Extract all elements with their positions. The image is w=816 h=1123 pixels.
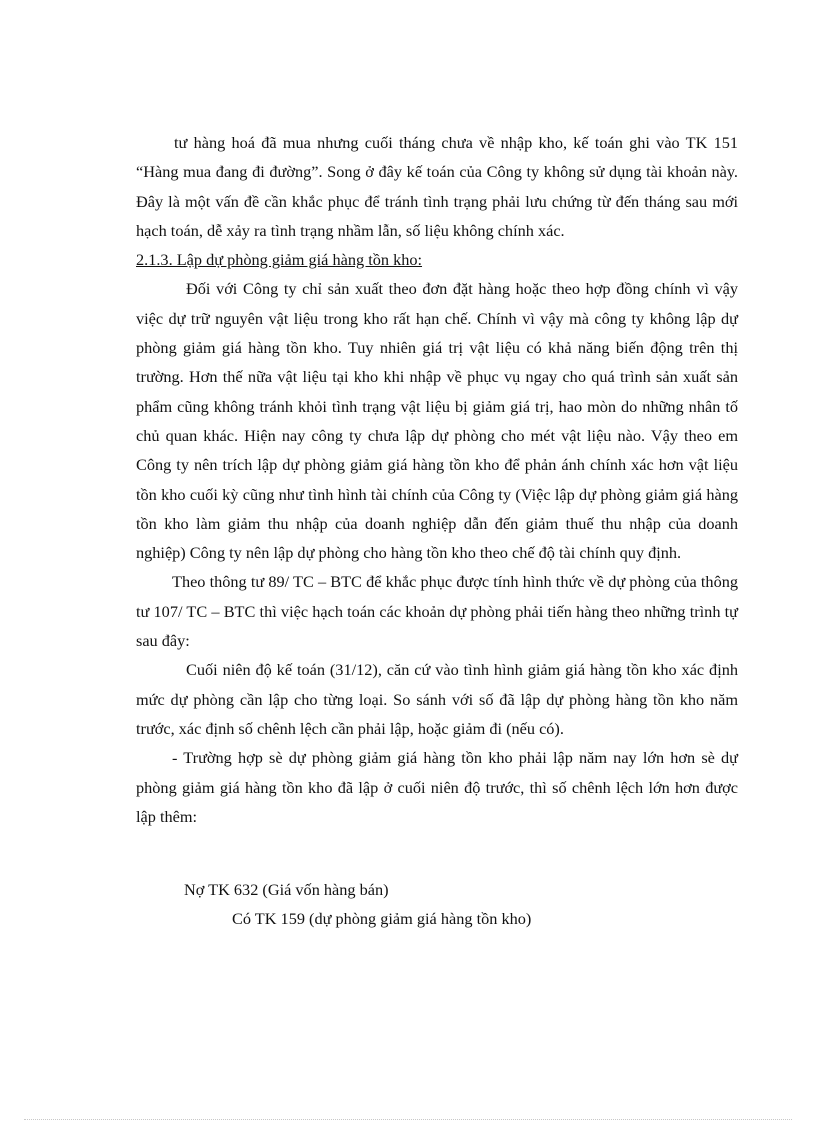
document-page	[136, 128, 738, 933]
paragraph-increase-case: - Trường hợp sè dự phòng giảm giá hàng tồn kho phải lập năm nay lớn hơn sè dự phòng giảm giá hàng tồn kho đã lập ở cuối niên độ trước, thì số chênh lệch lớn hơn được lập thêm:	[136, 748, 738, 826]
paragraph-circular-reference: Theo thông tư 89/ TC – BTC để khắc phục được tính hình thức về dự phòng của thông tư 107/ TC – BTC thì việc hạch toán các khoản dự phòng phải tiến hàng theo những trình tự sau đây:	[136, 572, 738, 651]
spacer	[136, 831, 738, 875]
journal-entry-debit: Nợ TK 632 (Giá vốn hàng bán)	[184, 880, 389, 900]
journal-entry-credit: Có TK 159 (dự phòng giảm giá hàng tồn kho)	[232, 909, 532, 929]
paragraph-goods-in-transit: tư hàng hoá đã mua nhưng cuối tháng chưa về nhập kho, kế toán ghi vào TK 151 “Hàng mua đang đi đường”. Song ở đây kế toán của Công ty không sử dụng tài khoản này. Đây là một vấn đề cần khắc phục để tránh tình trạng phải lưu chứng từ đến tháng sau mới hạch toán, dễ xảy ra tình trạng nhầm lẫn, số liệu không chính xác.	[136, 133, 738, 240]
paragraph-provision-rationale: Đối với Công ty chỉ sản xuất theo đơn đặt hàng hoặc theo hợp đồng chính vì vậy việc dự trữ nguyên vật liệu trong kho rất hạn chế. Chính vì vậy mà công ty không lập dự phòng giảm giá hàng tồn kho. Tuy nhiên giá trị vật liệu có khả năng biến động trên thị trường. Hơn thế nữa vật liệu tại kho khi nhập về phục vụ ngay cho quá trình sản xuất sản phẩm cũng không tránh khỏi tình trạng vật liệu bị giảm giá trị, hao mòn do những nhân tố chủ quan khác. Hiện nay công ty chưa lập dự phòng cho mét vật liệu nào. Vậy theo em Công ty nên trích lập dự phòng giảm giá hàng tồn kho để phản ánh chính xác hơn vật liệu tồn kho cuối kỳ cũng như tình hình tài chính của Công ty (Việc lập dự phòng giảm giá hàng tồn kho làm giảm thu nhập của doanh nghiệp dẫn đến giảm thuế thu nhập của doanh nghiệp) Công ty nên lập dự phòng cho hàng tồn kho theo chế độ tài chính quy định.	[136, 279, 738, 563]
paragraph-year-end-procedure: Cuối niên độ kế toán (31/12), căn cứ vào tình hình giảm giá hàng tồn kho xác định mức dự phòng cần lập cho từng loại. So sánh với số đã lập dự phòng hàng tồn kho năm trước, xác định số chênh lệch cần phải lập, hoặc giảm đi (nếu có).	[136, 660, 738, 738]
section-heading: 2.1.3. Lập dự phòng giảm giá hàng tồn kho:	[136, 250, 423, 270]
page-bottom-divider	[24, 1119, 792, 1120]
